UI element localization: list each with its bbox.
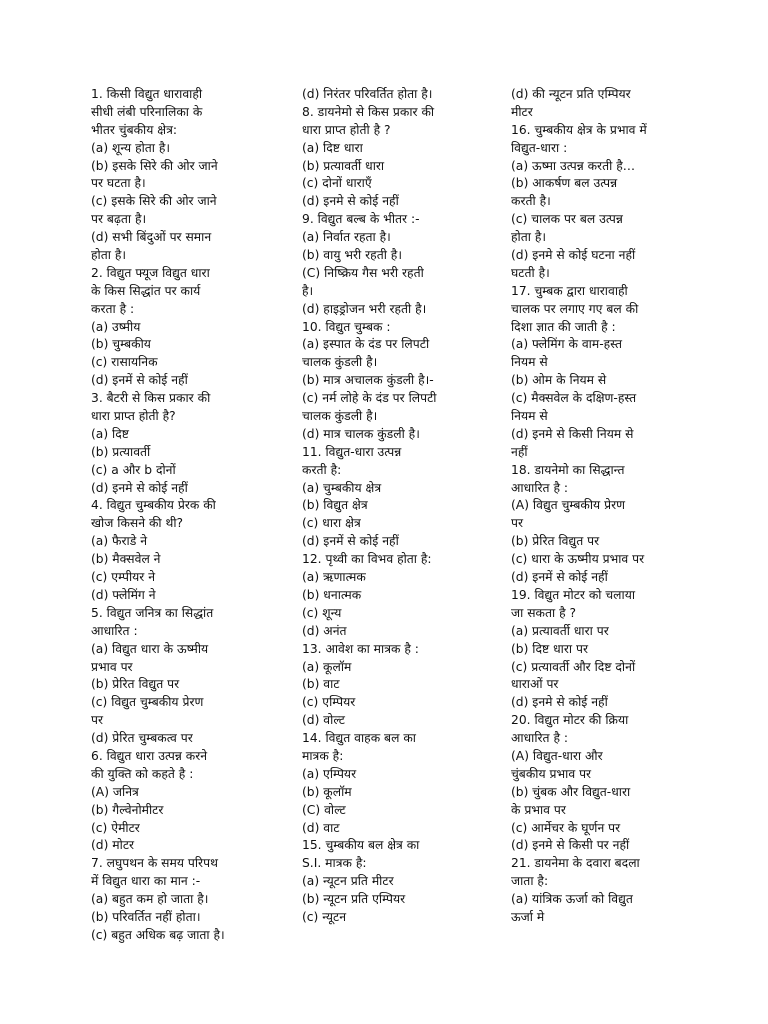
text-line: 14. विद्युत वाहक बल का	[302, 731, 416, 746]
text-line: (a) यांत्रिक ऊर्जा को विद्युत	[511, 892, 633, 907]
text-line: (d) मात्र चालक कुंडली है।	[302, 426, 420, 441]
text-line: (d) सभी बिंदुओं पर समान	[91, 230, 212, 245]
text-line: 19. विद्युत मोटर को चलाया	[511, 587, 636, 602]
text-line: (A) जनित्र	[91, 784, 139, 799]
text-line: (d) इनमे से कोई नहीं	[91, 480, 188, 495]
text-line: पर घटता है।	[91, 176, 146, 191]
text-line: (a) न्यूटन प्रति मीटर	[302, 874, 394, 889]
text-line: (b) मात्र अचालक कुंडली है।-	[302, 373, 434, 388]
text-line: (b) आकर्षण बल उत्पन्न	[511, 176, 618, 191]
text-line: (d) इनमें से कोई नहीं	[511, 570, 608, 585]
text-line: 8. डायनेमो से किस प्रकार की	[302, 104, 435, 119]
text-line: में विद्युत धारा का मान :-	[91, 874, 201, 889]
text-line: (d) इनमे से कोई नहीं	[511, 695, 608, 710]
text-line: 15. चुम्बकीय बल क्षेत्र का	[302, 838, 420, 853]
text-line: (b) वायु भरी रहती है।	[302, 248, 402, 263]
text-line: (C) निष्क्रिय गैस भरी रहती	[302, 265, 424, 280]
text-line: नियम से	[511, 409, 548, 424]
text-line: (c) धारा क्षेत्र	[302, 516, 361, 531]
text-line: 13. आवेश का मात्रक है :	[302, 641, 419, 656]
text-line: (d) मोटर	[91, 838, 135, 853]
text-line: (c) a और b दोनों	[91, 462, 176, 477]
text-line: (b) प्रेरित विद्युत पर	[511, 534, 600, 549]
text-line: धारा प्राप्त होती है?	[91, 409, 176, 424]
text-line: (d) वाट	[302, 820, 340, 835]
text-line: के प्रभाव पर	[511, 802, 566, 817]
text-line: (b) ओम के नियम से	[511, 373, 607, 388]
text-line: (a) दिष्ट धारा	[302, 140, 363, 155]
text-line: 5. विद्युत जनित्र का सिद्धांत	[91, 605, 214, 620]
text-line: (c) न्यूटन	[302, 909, 347, 924]
text-line: (b) गैल्वेनोमीटर	[91, 802, 164, 817]
text-line: 3. बैटरी से किस प्रकार की	[91, 391, 211, 406]
text-line: (b) धनात्मक	[302, 587, 362, 602]
text-line: 10. विद्युत चुम्बक :	[302, 319, 391, 334]
text-line: चुंबकीय प्रभाव पर	[511, 766, 592, 781]
text-line: (c) धारा के ऊष्मीय प्रभाव पर	[511, 552, 645, 567]
text-line: खोज किसने की थी?	[91, 516, 184, 531]
text-line: जाता है:	[511, 874, 549, 889]
text-line: पर	[91, 713, 104, 728]
text-line: (b) न्यूटन प्रति एम्पियर	[302, 892, 406, 907]
text-line: नियम से	[511, 355, 548, 370]
text-line: (a) दिष्ट	[91, 426, 129, 441]
text-line: (a) शून्य होता है।	[91, 140, 171, 155]
text-line: (d) इनमे से किसी नियम से	[511, 426, 634, 441]
text-line: (b) कूलॉम	[302, 784, 352, 799]
text-line: मीटर	[511, 104, 533, 119]
text-line: (C) वोल्ट	[302, 802, 346, 817]
column-2	[302, 86, 492, 927]
text-line: (a) प्रत्यावर्ती धारा पर	[511, 623, 609, 638]
text-line: 11. विद्युत-धारा उत्पन्न	[302, 444, 402, 459]
text-line: (A) विद्युत चुम्बकीय प्रेरण	[511, 498, 626, 513]
text-line: (d) इनमे से कोई नहीं	[302, 194, 399, 209]
text-line: दिशा ज्ञात की जाती है :	[511, 319, 616, 334]
text-line: (c) शून्य	[302, 605, 342, 620]
text-line: होता है।	[511, 230, 547, 245]
text-line: (c) रासायनिक	[91, 355, 158, 370]
text-line: (d) प्रेरित चुम्बकत्व पर	[91, 731, 193, 746]
text-line: 12. पृथ्वी का विभव होता है:	[302, 552, 432, 567]
text-line: करता है :	[91, 301, 135, 316]
text-line: (d) अनंत	[302, 623, 347, 638]
text-line: (d) इनमे से कोई घटना नहीं	[511, 248, 636, 263]
text-line: (a) बहुत कम हो जाता है।	[91, 892, 209, 907]
text-line: (b) प्रेरित विद्युत पर	[91, 677, 180, 692]
text-line: (c) नर्म लोहे के दंड पर लिपटी	[302, 391, 437, 406]
text-line: (c) एम्पियर	[302, 695, 356, 710]
text-line: (c) चालक पर बल उत्पन्न	[511, 212, 623, 227]
text-line: (a) इस्पात के दंड पर लिपटी	[302, 337, 430, 352]
text-line: धारा प्राप्त होती है ?	[302, 122, 391, 137]
text-line: आधारित है :	[511, 731, 569, 746]
text-line: (c) दोनों धाराएँ	[302, 176, 372, 191]
text-line: के किस सिद्धांत पर कार्य	[91, 283, 201, 298]
text-line: (a) कूलॉम	[302, 659, 352, 674]
text-line: (a) फ्लेमिंग के वाम-हस्त	[511, 337, 622, 352]
text-line: (a) एम्पियर	[302, 766, 357, 781]
column-1	[91, 86, 281, 945]
text-line: (c) इसके सिरे की ओर जाने	[91, 194, 217, 209]
text-line: (d) इनमे से किसी पर नहीं	[511, 838, 630, 853]
text-line: (d) निरंतर परिवर्तित होता है।	[302, 87, 433, 101]
text-line: (c) बहुत अधिक बढ़ जाता है।	[91, 927, 225, 942]
text-line: (a) उष्मीय	[91, 319, 141, 334]
text-line: (a) निर्वात रहता है।	[302, 230, 391, 245]
text-line: (c) आर्मेचर के घूर्णन पर	[511, 820, 621, 835]
text-line: (d) वोल्ट	[302, 713, 345, 728]
text-line: चालक कुंडली है।	[302, 355, 378, 370]
text-line: चालक कुंडली है।	[302, 409, 378, 424]
text-line: (a) ऋणात्मक	[302, 570, 366, 585]
text-line: (d) इनमें से कोई नहीं	[302, 534, 399, 549]
text-line: 9. विद्युत बल्ब के भीतर :-	[302, 212, 420, 227]
text-line: (b) प्रत्यावर्ती धारा	[302, 158, 385, 173]
text-line: (b) विद्युत क्षेत्र	[302, 498, 368, 513]
text-line: (a) चुम्बकीय क्षेत्र	[302, 480, 382, 495]
text-line: (b) चुम्बकीय	[91, 337, 151, 352]
text-line: 6. विद्युत धारा उत्पन्न करने	[91, 748, 208, 763]
text-line: 18. डायनेमो का सिद्धान्त	[511, 462, 625, 477]
text-line: विद्युत-धारा :	[511, 140, 568, 155]
text-line: करती है:	[302, 462, 342, 477]
text-line: (a) ऊष्मा उत्पन्न करती है…	[511, 158, 636, 173]
text-line: (b) परिवर्तित नहीं होता।	[91, 909, 201, 924]
text-line: (b) वाट	[302, 677, 340, 692]
text-line: (b) इसके सिरे की ओर जाने	[91, 158, 218, 173]
text-line: (b) प्रत्यावर्ती	[91, 444, 151, 459]
text-line: (c) एम्पीयर ने	[91, 570, 156, 585]
text-line: 16. चुम्बकीय क्षेत्र के प्रभाव में	[511, 122, 647, 137]
text-line: 4. विद्युत चुम्बकीय प्रेरक की	[91, 498, 216, 513]
column-3	[511, 86, 701, 927]
text-line: 20. विद्युत मोटर की क्रिया	[511, 713, 629, 728]
text-line: प्रभाव पर	[91, 659, 133, 674]
text-line: होता है।	[91, 248, 127, 263]
text-line: (a) फैराडे ने	[91, 534, 148, 549]
text-line: भीतर चुंबकीय क्षेत्र:	[91, 122, 178, 137]
text-line: (c) मैक्सवेल के दक्षिण-हस्त	[511, 391, 637, 406]
text-line: 17. चुम्बक द्वारा धारावाही	[511, 283, 628, 298]
text-line: (d) फ्लेमिंग ने	[91, 587, 156, 602]
text-line: नहीं	[511, 444, 528, 459]
text-line: 2. विद्युत फ्यूज विद्युत धारा	[91, 265, 210, 280]
text-line: (c) ऐमीटर	[91, 820, 140, 835]
text-line: (c) प्रत्यावर्ती और दिष्ट दोनों	[511, 659, 636, 674]
text-line: पर बढ़ता है।	[91, 212, 147, 227]
text-line: S.I. मात्रक है:	[302, 856, 367, 871]
text-line: सीधी लंबी परिनालिका के	[91, 104, 203, 119]
text-line: है।	[302, 283, 314, 298]
text-line: (d) हाइड्रोजन भरी रहती है।	[302, 301, 427, 316]
text-line: (b) दिष्ट धारा पर	[511, 641, 588, 656]
text-line: (b) मैक्सवेल ने	[91, 552, 161, 567]
text-line: (d) की न्यूटन प्रति एम्पियर	[511, 87, 631, 101]
text-line: आधारित है :	[511, 480, 569, 495]
text-line: (b) चुंबक और विद्युत-धारा	[511, 784, 631, 799]
text-line: की युक्ति को कहते है :	[91, 766, 194, 781]
text-line: 7. लघुपथन के समय परिपथ	[91, 856, 218, 871]
text-line: मात्रक है:	[302, 748, 344, 763]
text-line: पर	[511, 516, 524, 531]
text-line: धाराओं पर	[511, 677, 559, 692]
text-line: घटती है।	[511, 265, 550, 280]
text-line: (d) इनमें से कोई नहीं	[91, 373, 188, 388]
text-line: (c) विद्युत चुम्बकीय प्रेरण	[91, 695, 204, 710]
text-line: जा सकता है ?	[511, 605, 577, 620]
text-line: ऊर्जा मे	[511, 909, 545, 924]
text-line: (A) विद्युत-धारा और	[511, 748, 603, 763]
text-line: 21. डायनेमा के दवारा बदला	[511, 856, 640, 871]
text-line: 1. किसी विद्युत धारावाही	[91, 87, 203, 101]
text-line: आधारित :	[91, 623, 138, 638]
text-line: करती है।	[511, 194, 551, 209]
text-line: (a) विद्युत धारा के ऊष्मीय	[91, 641, 209, 656]
text-line: चालक पर लगाए गए बल की	[511, 301, 639, 316]
